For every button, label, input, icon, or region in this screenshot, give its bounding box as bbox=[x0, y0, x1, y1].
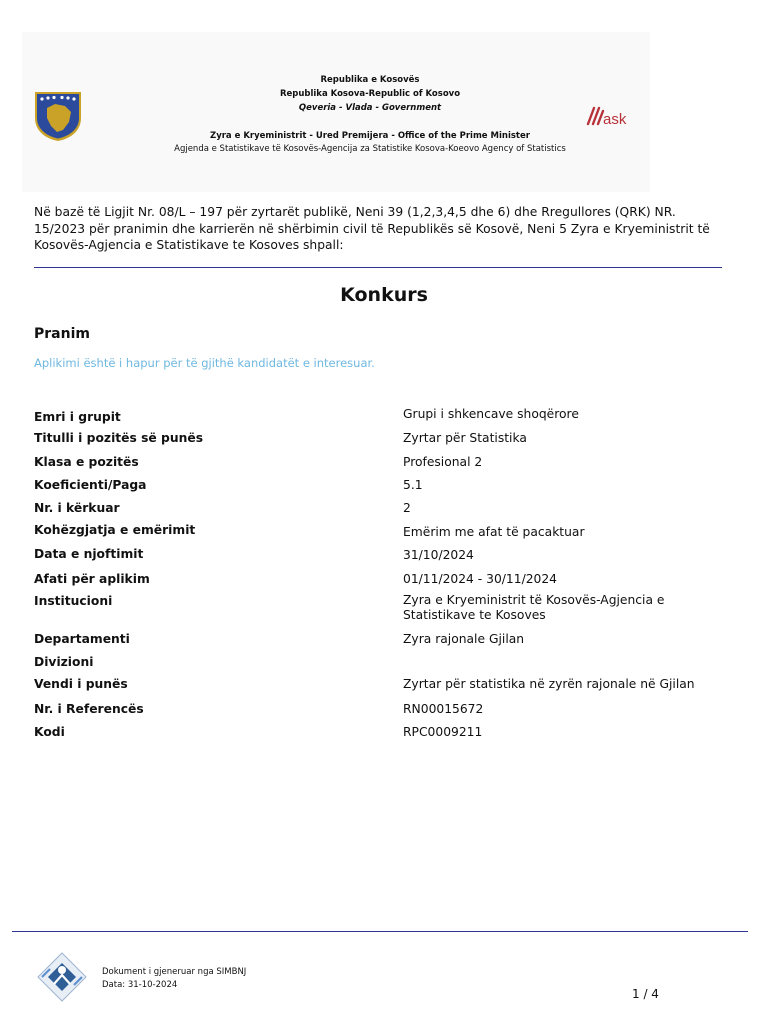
header-agency-line: Agjenda e Statistikave të Kosovës-Agencija za Statistike Kosova-Koeovo Agency of Statistics bbox=[174, 144, 566, 154]
field-label: Institucioni bbox=[34, 594, 113, 608]
header-government-line: Qeveria - Vlada - Government bbox=[298, 103, 442, 113]
field-label: Emri i grupit bbox=[34, 410, 121, 424]
field-value: 31/10/2024 bbox=[403, 548, 474, 562]
field-value: Zyra rajonale Gjilan bbox=[403, 632, 525, 646]
ask-logo-text: ask bbox=[603, 111, 627, 128]
page-title: Konkurs bbox=[340, 284, 428, 306]
footer-generated-text: Dokument i gjeneruar nga SIMBNJ bbox=[102, 967, 247, 977]
field-label: Data e njoftimit bbox=[34, 547, 144, 561]
field-label: Koeficienti/Paga bbox=[34, 478, 147, 492]
header-country-line: Republika e Kosovës bbox=[320, 75, 420, 85]
header-divider bbox=[34, 267, 722, 268]
field-value: Zyrtar për Statistika bbox=[403, 431, 527, 445]
field-label: Vendi i punës bbox=[34, 677, 128, 691]
field-label: Afati për aplikim bbox=[34, 572, 150, 586]
section-subtitle: Aplikimi është i hapur për të gjithë kandidatët e interesuar. bbox=[34, 356, 375, 370]
field-label: Kohëzgjatja e emërimit bbox=[34, 523, 196, 537]
ask-logo bbox=[586, 104, 640, 128]
field-value: 5.1 bbox=[403, 478, 423, 492]
section-title: Pranim bbox=[34, 326, 90, 342]
field-value: RN00015672 bbox=[403, 702, 484, 716]
field-value: Profesional 2 bbox=[403, 455, 483, 469]
field-label: Nr. i Referencës bbox=[34, 702, 144, 716]
field-label: Klasa e pozitës bbox=[34, 455, 139, 469]
field-label: Divizioni bbox=[34, 655, 94, 669]
field-label: Titulli i pozitës së punës bbox=[34, 431, 204, 445]
field-value: Zyrtar për statistika në zyrën rajonale në Gjilan bbox=[403, 677, 695, 691]
field-value: 01/11/2024 - 30/11/2024 bbox=[403, 572, 558, 586]
field-value: Grupi i shkencave shoqërore bbox=[403, 407, 579, 421]
kosovo-coat-of-arms-icon bbox=[33, 90, 83, 142]
footer-divider bbox=[12, 931, 748, 932]
field-value: 2 bbox=[403, 501, 411, 515]
field-label: Departamenti bbox=[34, 632, 130, 646]
page-number: 1 / 4 bbox=[632, 987, 659, 1001]
field-value: Zyra e Kryeministrit të Kosovës-Agjencia e Statistikave te Kosoves bbox=[403, 593, 665, 622]
header-republic-line: Republika Kosova-Republic of Kosovo bbox=[279, 89, 461, 99]
field-label: Nr. i kërkuar bbox=[34, 501, 120, 515]
field-value: Emërim me afat të pacaktuar bbox=[403, 525, 585, 539]
header-office-line: Zyra e Kryeministrit - Ured Premijera - Office of the Prime Minister bbox=[210, 131, 530, 141]
footer-date: Data: 31-10-2024 bbox=[102, 980, 178, 990]
simbnj-logo-icon bbox=[36, 951, 88, 1003]
field-value: RPC0009211 bbox=[403, 725, 483, 739]
intro-paragraph: Në bazë të Ligjit Nr. 08/L – 197 për zyrtarët publikë, Neni 39 (1,2,3,4,5 dhe 6) dhe Rregullores (QRK) NR. 15/2023 për pranimin dhe karrierën në shërbimin civil të Republikës së Kosovë, Neni 5 Zyra e Kryeministrit të Kosovës-Agjencia e Statistikave te Kosoves shpall: bbox=[34, 205, 710, 252]
field-label: Kodi bbox=[34, 725, 65, 739]
